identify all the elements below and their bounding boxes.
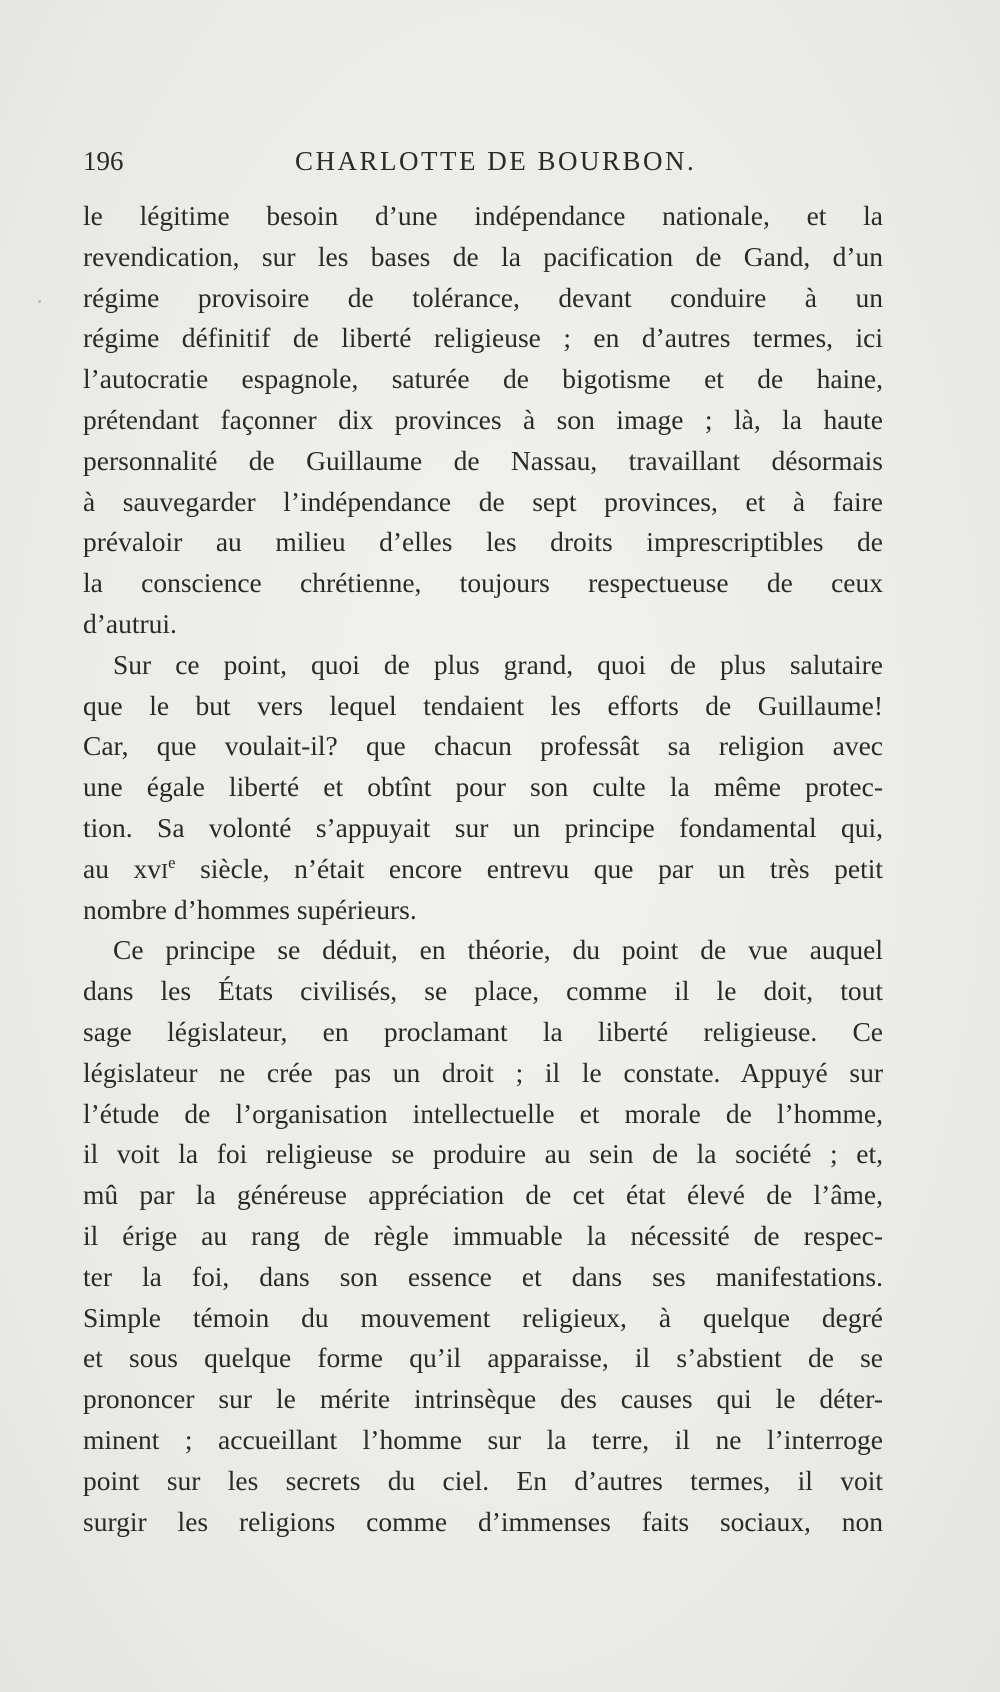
text-line: régime définitif de liberté religieuse ; en d’autres termes, ici: [83, 322, 883, 354]
text-line: le légitime besoin d’une indépendance nationale, et la: [83, 200, 883, 231]
text-line: sage législateur, en proclamant la liberté religieuse. Ce: [83, 1015, 883, 1047]
text-line: tion. Sa volonté s’appuyait sur un principe fondamental qui,: [83, 811, 883, 843]
text-line: prononcer sur le mérite intrinsèque des causes qui le déter-: [83, 1383, 883, 1415]
text-line: prévaloir au milieu d’elles les droits imprescriptibles de: [83, 526, 883, 558]
text-line: Car, que voulait-il? que chacun professât sa religion avec: [83, 730, 883, 762]
text-line: et sous quelque forme qu’il apparaisse, il s’abstient de se: [83, 1342, 883, 1374]
text-line: nombre d’hommes supérieurs.: [83, 893, 417, 925]
text-line: Ce principe se déduit, en théorie, du point de vue auquel: [113, 934, 883, 966]
text-line: il voit la foi religieuse se produire au sein de la société ; et,: [83, 1138, 883, 1170]
text-line: au xvI$^e$ siècle, n’était encore entrevu que par un très petit: [83, 852, 883, 884]
text-line: Simple témoin du mouvement religieux, à quelque degré: [83, 1301, 883, 1333]
scan-speck: [38, 300, 41, 303]
text-line: d’autrui.: [83, 607, 177, 639]
text-line: que le but vers lequel tendaient les efforts de Guillaume!: [83, 689, 883, 721]
text-line: revendication, sur les bases de la pacification de Gand, d’un: [83, 240, 883, 272]
text-line: ter la foi, dans son essence et dans ses manifestations.: [83, 1260, 883, 1292]
text-line: l’étude de l’organisation intellectuelle et morale de l’homme,: [83, 1097, 883, 1129]
text-line: régime provisoire de tolérance, devant conduire à un: [83, 281, 883, 313]
text-line: point sur les secrets du ciel. En d’autres termes, il voit: [83, 1464, 883, 1496]
text-line: législateur ne crée pas un droit ; il le constate. Appuyé sur: [83, 1056, 883, 1088]
text-line: la conscience chrétienne, toujours respectueuse de ceux: [83, 567, 883, 599]
text-line: minent ; accueillant l’homme sur la terre, il ne l’interroge: [83, 1423, 883, 1455]
text-line: mû par la généreuse appréciation de cet état élevé de l’âme,: [83, 1179, 883, 1211]
text-line: surgir les religions comme d’immenses faits sociaux, non: [83, 1505, 883, 1537]
body-text: [83, 196, 883, 1542]
text-line: personnalité de Guillaume de Nassau, travaillant désormais: [83, 444, 883, 476]
running-title: CHARLOTTE DE BOURBON.: [295, 146, 697, 176]
text-line: à sauvegarder l’indépendance de sept provinces, et à faire: [83, 485, 883, 517]
text-line: Sur ce point, quoi de plus grand, quoi de plus salutaire: [113, 648, 883, 680]
text-line: l’autocratie espagnole, saturée de bigotisme et de haine,: [83, 363, 883, 395]
text-line: dans les États civilisés, se place, comme il le doit, tout: [83, 975, 883, 1007]
text-line: une égale liberté et obtînt pour son culte la même protec-: [83, 771, 883, 803]
text-line: il érige au rang de règle immuable la nécessité de respec-: [83, 1219, 883, 1251]
text-line: prétendant façonner dix provinces à son image ; là, la haute: [83, 403, 883, 435]
page-header: [83, 146, 883, 186]
page-number: 196: [83, 146, 124, 176]
